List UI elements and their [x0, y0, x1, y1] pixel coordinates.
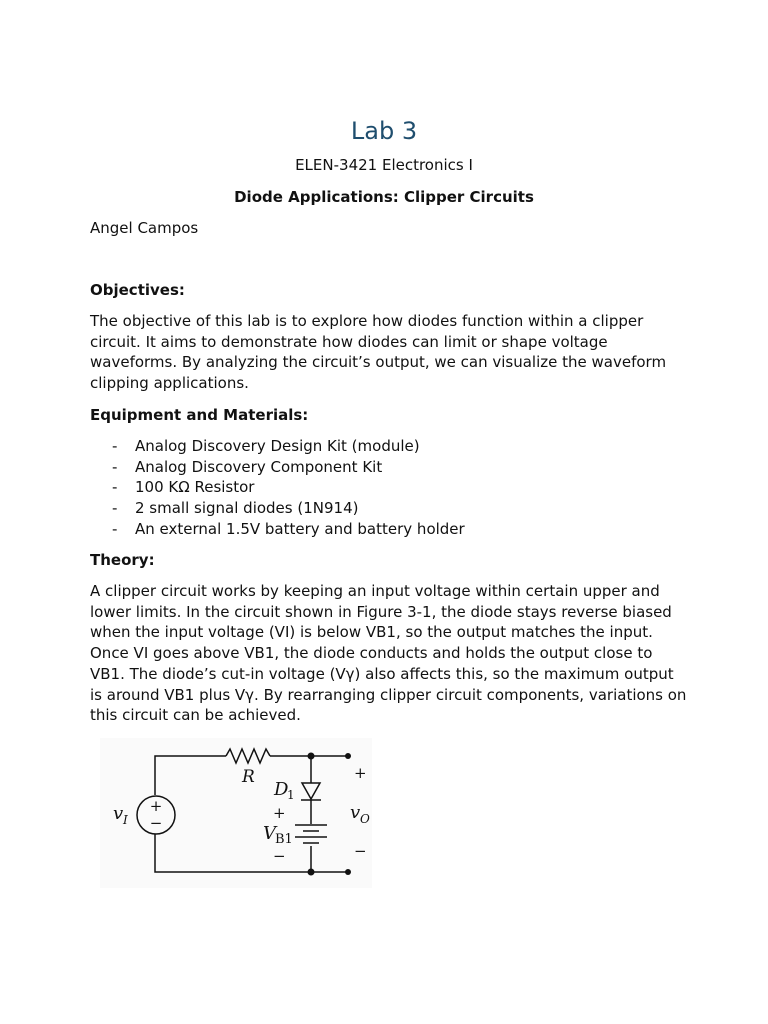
list-item — [90, 436, 690, 457]
list-item-text: An external 1.5V battery and battery holder — [135, 519, 465, 538]
list-item — [90, 498, 690, 519]
diode-label: D — [274, 779, 289, 800]
list-item — [90, 477, 690, 498]
list-item — [90, 519, 690, 540]
theory-text: A clipper circuit works by keeping an input voltage within certain upper and lower limits. In the circuit shown in Figure 3-1, the diode stays reverse biased when the input voltage (VI) is below VB1, so the output matches the input. Once VI goes above VB1, the diode conducts and holds the output close to VB1. The diode’s cut-in voltage (Vγ) also affects this, so the maximum output is around VB1 plus Vγ. By rearranging clipper circuit components, variations on this circuit can be achieved. — [90, 582, 687, 725]
clipper-circuit-figure — [100, 738, 372, 888]
equipment-heading: Equipment and Materials: — [90, 406, 309, 424]
list-bullet: - — [112, 499, 118, 518]
list-item-text: 100 KΩ Resistor — [135, 478, 255, 497]
author-name: Angel Campos — [90, 219, 199, 237]
source-minus-sign: − — [149, 814, 163, 832]
source-label: v — [113, 803, 124, 824]
document-title: Lab 3 — [350, 117, 418, 145]
course-name: ELEN-3421 Electronics I — [295, 156, 473, 174]
output-label-sub: O — [360, 812, 370, 826]
junction-dot — [308, 753, 315, 760]
list-item-text: Analog Discovery Component Kit — [135, 457, 383, 476]
battery-plus-sign: + — [273, 804, 286, 822]
terminal-dot — [345, 869, 351, 875]
list-item — [90, 457, 690, 478]
list-bullet: - — [112, 478, 118, 497]
list-item-text: 2 small signal diodes (1N914) — [135, 499, 359, 518]
junction-dot — [308, 869, 315, 876]
objectives-text: The objective of this lab is to explore how diodes function within a clipper circuit. It aims to demonstrate how diodes can limit or shape voltage waveforms. By analyzing the circuit’s output, we can visualize the waveform clipping applications. — [90, 312, 667, 393]
list-bullet: - — [112, 457, 118, 476]
output-label: v — [350, 802, 361, 823]
lab-topic: Diode Applications: Clipper Circuits — [234, 188, 534, 206]
output-minus-sign: − — [354, 842, 367, 860]
list-bullet: - — [112, 519, 118, 538]
objectives-heading: Objectives: — [90, 281, 185, 299]
resistor-label: R — [242, 767, 255, 787]
battery-label-sub: B1 — [275, 832, 293, 847]
battery-label: V — [263, 823, 276, 844]
equipment-list — [90, 436, 690, 540]
circuit-diagram — [100, 738, 372, 888]
battery-minus-sign: − — [273, 847, 286, 865]
terminal-dot — [345, 753, 351, 759]
source-plus-sign: + — [149, 797, 163, 815]
diode-label-sub: 1 — [287, 788, 295, 802]
source-label-sub: I — [123, 813, 128, 827]
figure-background — [100, 738, 372, 888]
output-plus-sign: + — [354, 764, 367, 782]
list-item-text: Analog Discovery Design Kit (module) — [135, 437, 420, 455]
list-bullet: - — [112, 437, 118, 455]
theory-heading: Theory: — [90, 551, 155, 569]
